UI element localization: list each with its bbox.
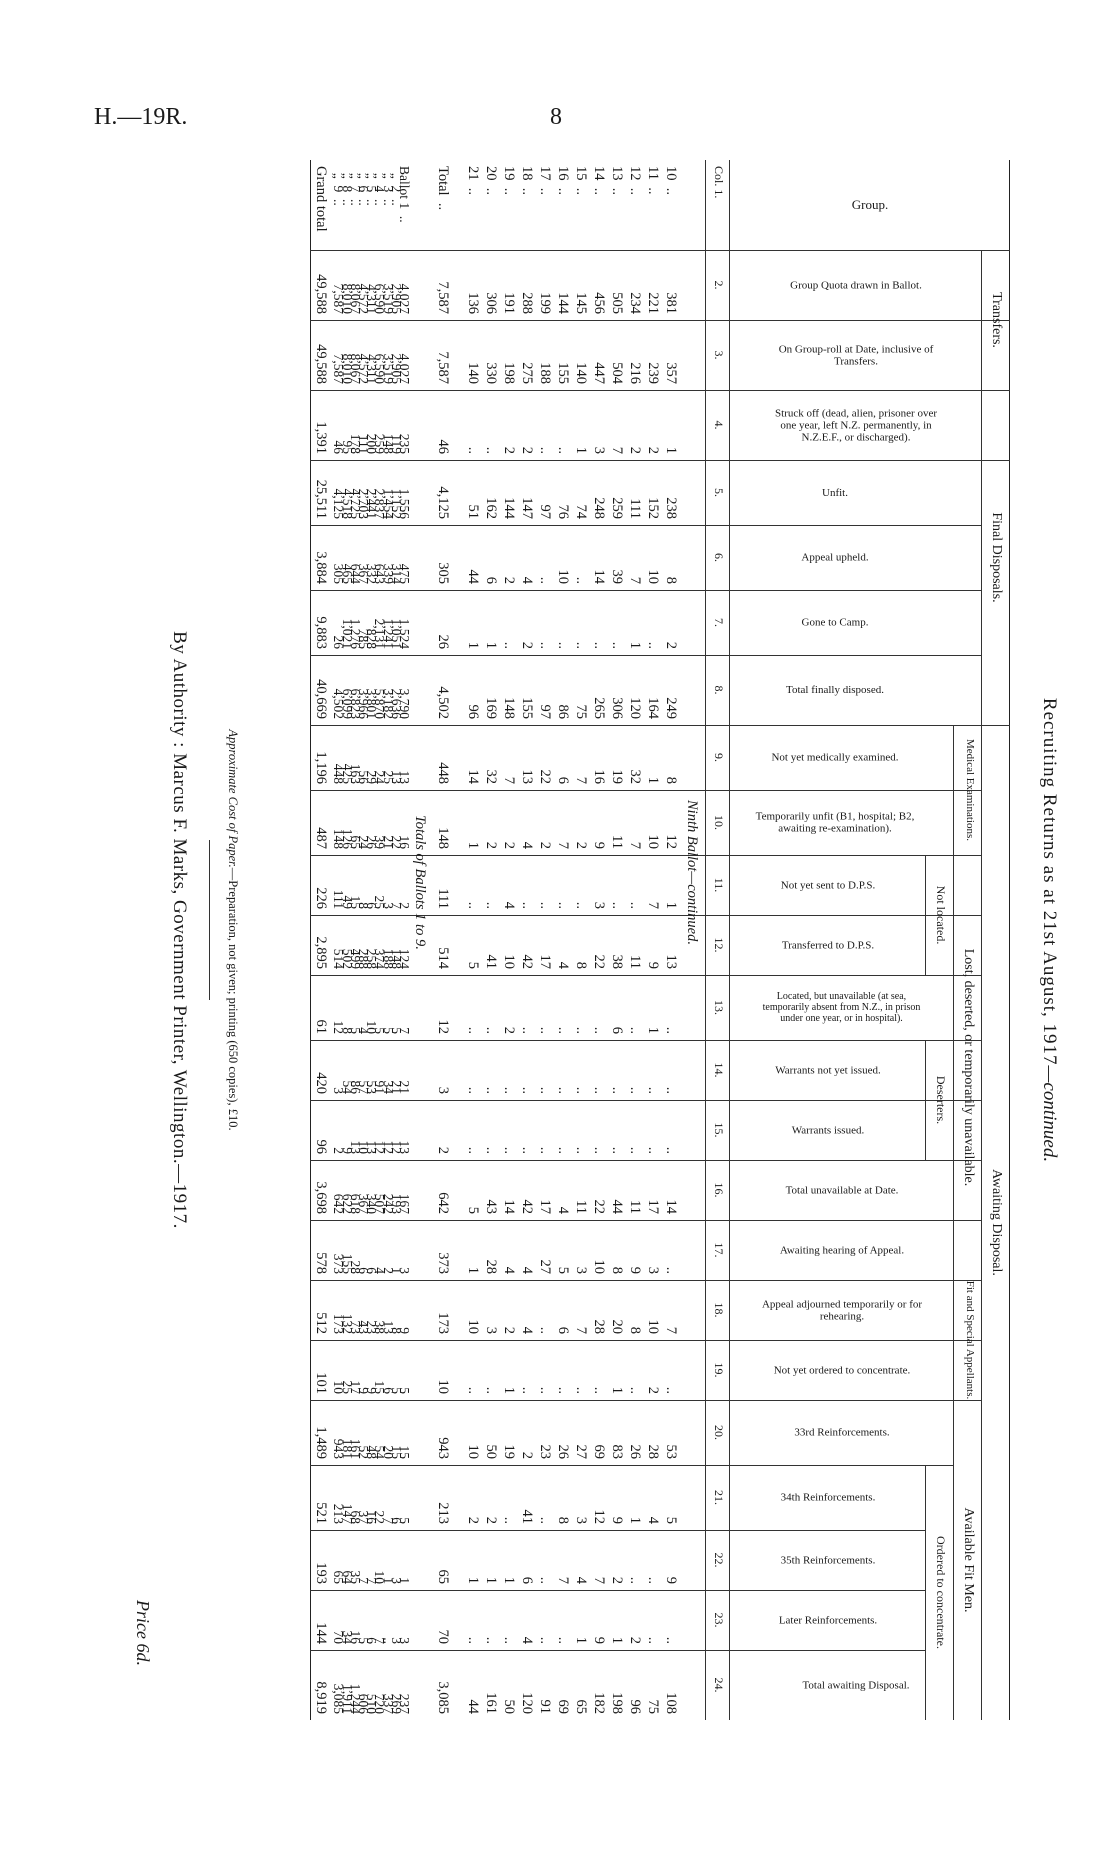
section1-col-12-total: 514 [435,947,451,969]
col-header-9 [730,725,940,790]
col-number-13: 13. [712,1000,726,1015]
col-header-18 [730,1280,954,1340]
col-header-5-label: Unfit. [822,486,848,499]
rotated-page-content [98,140,1058,1720]
section1-row-labels: 10 .. 11 .. 12 .. 13 .. 14 .. 15 .. 16 .. 17 .. 18 .. 19 .. 20 .. 21 .. [465,166,679,195]
section1-col-23-total: 70 [435,1629,451,1644]
section2-col-19-total: 101 [313,1372,329,1394]
section2-col-5-total: 25,511 [313,479,329,519]
report-reference: H.—19R. [94,104,188,130]
section1-col-13-values: .. 1 .. 6 .. .. .. .. .. 2 .. .. [465,1026,679,1034]
group-header-not-located: Not located. [934,885,948,945]
col-header-17 [730,1220,954,1280]
col-header-22 [730,1530,926,1590]
col-header-20 [730,1400,954,1465]
col-number-24: 24. [712,1677,726,1693]
page-number: 8 [550,104,562,130]
col-header-16-label: Total unavailable at Date. [785,1184,899,1196]
section2-col-18-total: 512 [313,1312,329,1334]
col-header-24 [730,1650,982,1720]
section1-col-8-values: 249 164 120 306 265 75 86 97 155 148 169 96 [465,697,679,719]
group-header-lost: Lost, deserted, or temporarily unavailable. [961,948,976,1187]
section1-col-2-total: 7,587 [435,281,451,314]
section1-col-21-total: 213 [435,1502,451,1524]
col-header-4-label: Struck off (dead, alien, prisoner over one year, left N.Z. permanently, in N.Z.E.F., or discharged). [775,407,937,443]
section-heading-ninth-ballot [683,800,700,945]
section2-col-5-values: 1,556 1,152 1,454 2,837 2,441 2,703 4,725 4,518 4,125 [331,488,412,519]
section2-col-13-total: 61 [313,1019,329,1034]
authority-line: By Authority : Marcus F. Marks, Government Printer, Wellington.—1917. [169,631,190,1229]
col-header-3-label: On Group-roll at Date, inclusive of Transfers. [778,343,934,367]
section1-col-10-total: 148 [435,827,451,849]
section1-col-23-values: .. .. 2 1 9 1 .. .. 4 .. .. .. [465,1636,679,1644]
col-header-13 [730,975,954,1040]
column-number-rule [705,160,706,1720]
section2-col-9-values: 13 13 25 24 29 56 163 425 448 [331,763,412,784]
section1-col-18-total: 173 [435,1312,451,1334]
col-number-21: 21. [712,1490,726,1505]
cost-note [225,140,240,1720]
col-number-15: 15. [712,1122,726,1138]
section2-col-8-values: 3,790 2,636 3,182 5,870 3,801 3,966 6,823 6,099 4,502 [331,688,412,719]
col-header-8-label: Total finally disposed. [786,684,884,697]
col-header-22-label: 35th Reinforcements. [780,1554,876,1566]
col-number-17: 17. [712,1242,726,1258]
table-title [1038,140,1060,1720]
col-header-20-label: 33rd Reinforcements. [794,1426,890,1439]
section1-col-6-total: 305 [435,562,451,584]
col-header-15-label: Warrants issued. [791,1124,865,1136]
col-number-8: 8. [712,685,726,695]
col-header-3 [730,320,982,390]
recruiting-returns-table [310,160,1010,1720]
section2-col-22-total: 193 [313,1562,329,1584]
group-header-deserters: Deserters. [934,1075,948,1125]
section1-col-15-total: 2 [435,1146,451,1154]
section2-col-23-total: 144 [313,1622,329,1644]
section2-col-24-total: 8,919 [313,1681,329,1714]
section1-col-7-total: 26 [435,634,451,649]
header-rule-medical [953,725,954,855]
section-heading-totals-ballots: Totals of Ballots 1 to 9. [412,815,428,950]
col-number-14: 14. [712,1062,726,1078]
section1-col-3-values: 357 239 216 504 447 140 155 188 275 198 330 140 [465,362,679,384]
col-header-15 [730,1100,926,1160]
section2-col-4-values: 235 119 148 259 200 111 178 95 46 [331,433,412,454]
section1-col-24-total: 3,085 [435,1681,451,1714]
section1-col-4-total: 46 [435,439,451,454]
section2-col-14-values: 21 21 34 91 53 57 86 54 3 [331,1080,412,1094]
section1-col-17-total: 373 [435,1252,451,1274]
footer-rule [209,840,210,1000]
section1-col-24-values: 108 75 96 198 182 65 69 91 120 50 161 44 [465,1692,679,1714]
section2-col-6-total: 3,884 [313,551,329,584]
section2-col-15-values: 13 12 12 12 13 10 13 9 2 [331,1140,412,1154]
col-number-22: 22. [712,1552,726,1568]
section1-col-22-total: 65 [435,1569,451,1584]
col-header-17-label: Awaiting hearing of Appeal. [779,1244,905,1256]
col-header-16 [730,1160,954,1220]
col-header-11-label: Not yet sent to D.P.S. [780,879,876,891]
section2-col-18-values: 9 8 13 38 23 43 73 132 173 [331,1313,412,1334]
col-header-14 [730,1040,926,1100]
col-header-21-label: 34th Reinforcements. [780,1491,876,1504]
section2-col-15-total: 96 [313,1139,329,1154]
section2-col-3-values: 4,027 2,905 3,519 6,590 4,311 4,572 8,067 8,010 7,587 [331,353,412,384]
group-header-awaiting-disposal: Awaiting Disposal. [989,1169,1004,1276]
section2-col-20-values: 15 15 20 54 48 52 161 181 943 [331,1438,412,1459]
section2-col-9-total: 1,196 [313,751,329,784]
col-number-6: 6. [712,553,726,562]
col-number-19: 19. [712,1362,726,1378]
section2-col-7-values: 1,524 1,051 1,241 2,131 828 785 1,276 1,021 26 [331,618,412,649]
col-header-2 [730,250,982,320]
col-number-7: 7. [712,618,726,627]
section2-total-label: Grand total [313,166,329,232]
section2-col-4-total: 1,391 [313,421,329,454]
section2-col-23-values: 3 3 .. 7 6 5 16 34 70 [331,1630,412,1644]
section1-col-17-values: .. 3 9 8 10 3 5 27 4 4 28 1 [465,1259,679,1274]
section1-col-4-values: 1 2 2 7 3 1 .. .. 2 2 .. .. [465,446,679,454]
col-number-23: 23. [712,1612,726,1628]
col-header-2-label: Group Quota drawn in Ballot. [790,279,922,291]
section1-col-5-total: 4,125 [435,486,451,519]
col-header-23 [730,1590,926,1650]
col-number-9: 9. [712,753,726,762]
section1-col-9-values: 8 1 32 19 16 7 6 22 13 7 32 14 [465,769,679,784]
section2-col-11-total: 226 [313,887,329,909]
section1-col-7-values: 2 .. 1 .. .. .. .. .. 2 .. 1 1 [465,641,679,649]
section1-col-2-values: 381 221 234 505 456 145 144 199 288 191 306 136 [465,292,679,314]
col-header-6-label: Appeal upheld. [801,551,869,564]
section1-col-9-total: 448 [435,762,451,784]
col-header-13-label: Located, but unavailable (at sea, temporarily absent from N.Z., in prison under one year, or in hospital). [763,991,921,1024]
section2-col-7-total: 9,883 [313,616,329,649]
col-header-11 [730,855,926,915]
section2-col-11-values: 2 7 3 25 6 8 15 49 111 [331,889,412,909]
section1-col-19-values: .. 2 .. 1 .. .. .. .. .. 1 .. .. [465,1386,679,1394]
col-header-1-label: Group. [851,197,889,212]
col-header-21 [730,1465,926,1530]
section1-col-10-values: 12 10 7 11 9 2 7 2 4 2 2 1 [465,834,679,849]
section1-col-18-values: 7 10 8 20 28 7 6 .. 4 2 3 10 [465,1319,679,1334]
section2-col-17-values: 3 1 2 4 6 6 28 155 373 [331,1253,412,1274]
section2-col-10-total: 487 [313,827,329,849]
col-header-10 [730,790,940,855]
col-header-24-label: Total awaiting Disposal. [802,1679,910,1691]
section1-col-3-total: 7,587 [435,351,451,384]
col-header-9-label: Not yet medically examined. [771,751,899,764]
col-number-10: 10. [712,815,726,830]
section2-col-22-values: 1 3 1 10 7 7 35 64 65 [331,1570,412,1584]
col-number-3: 3. [712,350,726,360]
section2-col-12-values: 124 148 188 374 258 288 499 502 514 [331,948,412,969]
section1-col-20-total: 943 [435,1437,451,1459]
section1-col-20-values: 53 28 26 83 69 27 26 23 2 19 50 10 [465,1444,679,1459]
section-heading-ninth-ballot-title: Ninth Ballot [684,800,700,872]
col-header-19-label: Not yet ordered to concentrate. [773,1364,911,1376]
cost-note-detail: —Preparation, not given; printing (650 copies), £10. [226,867,240,1131]
col-number-11: 11. [712,877,726,893]
table-title-suffix: —continued. [1039,1065,1060,1163]
section2-col-13-values: 7 5 5 5 10 4 5 8 12 [331,1020,412,1034]
col-header-23-label: Later Reinforcements. [778,1614,878,1626]
section2-col-19-values: 5 5 6 15 9 9 17 25 10 [331,1380,412,1394]
section1-col-16-total: 642 [435,1192,451,1214]
section2-col-16-values: 167 193 242 507 340 367 618 622 642 [331,1193,412,1214]
section1-total-label: Total .. [435,166,451,211]
section1-col-12-values: 13 9 11 38 22 8 4 17 42 10 41 5 [465,954,679,969]
section2-col-12-total: 2,895 [313,936,329,969]
section2-col-14-total: 420 [313,1072,329,1094]
col-number-12: 12. [712,937,726,953]
section2-col-10-values: 16 22 21 39 26 24 65 126 148 [331,828,412,849]
header-rule-top [981,250,982,1720]
section2-col-21-values: 5 6 7 22 16 37 68 147 213 [331,1503,412,1524]
section1-col-8-total: 4,502 [435,686,451,719]
col-header-12 [730,915,926,975]
col-header-10-label: Temporarily unfit (B1, hospital; B2, awaiting re-examination). [755,810,915,835]
section1-col-11-total: 111 [435,888,451,909]
section2-col-20-total: 1,489 [313,1426,329,1459]
section1-col-11-values: 1 7 .. .. 3 .. .. .. .. 4 .. .. [465,901,679,909]
col-header-1 [730,160,1010,250]
section2-col-2-values: 4,027 2,905 3,519 6,590 4,311 4,572 8,067 8,010 7,587 [331,283,412,314]
section1-col-14-values: .. .. .. .. .. .. .. .. .. .. .. .. [465,1086,679,1094]
group-header-transfers: Transfers. [989,292,1004,348]
col-number-2: 2. [712,280,726,290]
col-header-8 [730,655,940,725]
col-header-18-label: Appeal adjourned temporarily or for rehearing. [761,1298,923,1322]
group-header-medical: Medical Examinations. [964,738,976,842]
section2-col-3-total: 49,588 [313,344,329,384]
table-title-main: Recruiting Returns as at 21st August, 1917 [1039,697,1060,1066]
col-header-12-label: Transferred to D.P.S. [781,939,875,951]
section2-col-16-total: 3,698 [313,1181,329,1214]
price-note: Price 6d. [133,1600,153,1666]
group-header-final-disposals: Final Disposals. [989,512,1004,603]
col-header-14-label: Warrants not yet issued. [775,1064,881,1076]
group-header-fit-special: Fit and Special Appellants. [964,1280,976,1400]
cost-note-label: Approximate Cost of Paper. [226,729,240,868]
section1-col-5-values: 238 152 111 259 248 74 76 97 147 144 162 51 [465,497,679,519]
col-number-18: 18. [712,1302,726,1318]
section2-col-24-values: 237 269 337 720 510 606 1,244 1,911 3,085 [331,1683,412,1714]
section2-col-6-values: 475 314 339 643 332 367 644 465 305 [331,563,412,584]
section2-col-21-total: 521 [313,1502,329,1524]
col-header-7 [730,590,940,655]
col-number-1: Col. 1. [712,166,726,199]
section2-col-17-total: 578 [313,1252,329,1274]
col-header-5 [730,460,940,525]
section1-col-19-total: 10 [435,1379,451,1394]
col-number-16: 16. [712,1182,726,1198]
group-header-available: Available Fit Men. [961,1507,976,1613]
section1-col-16-values: 14 17 11 44 22 11 4 17 42 14 43 5 [465,1199,679,1214]
col-header-7-label: Gone to Camp. [801,616,869,629]
group-header-ordered: Ordered to concentrate. [934,1536,948,1649]
section1-col-6-values: 8 10 7 39 14 .. 10 .. 4 2 6 44 [465,569,679,584]
section2-col-8-total: 40,669 [313,679,329,719]
section1-col-22-values: 9 .. .. 2 7 4 7 .. 6 1 1 1 [465,1576,679,1584]
section-heading-ninth-ballot-suffix: —continued. [684,871,700,945]
section1-col-15-values: .. .. .. .. .. .. .. .. .. .. .. .. [465,1146,679,1154]
col-header-6 [730,525,940,590]
section1-col-13-total: 12 [435,1019,451,1034]
col-number-20: 20. [712,1425,726,1440]
section1-col-21-values: 5 4 1 9 12 3 8 .. 41 .. 2 2 [465,1509,679,1524]
section1-col-14-total: 3 [435,1086,451,1094]
col-header-19 [730,1340,954,1400]
section2-col-2-total: 49,588 [313,274,329,314]
col-number-4: 4. [712,420,726,430]
col-number-5: 5. [712,488,726,497]
col-header-4 [730,390,982,460]
section2-row-labels: Ballot 1 .. „ 2 .. „ 3 .. „ 4 .. „ 5 .. „ 6 .. „ 7 .. „ 8 .. „ 9 .. [331,166,412,223]
